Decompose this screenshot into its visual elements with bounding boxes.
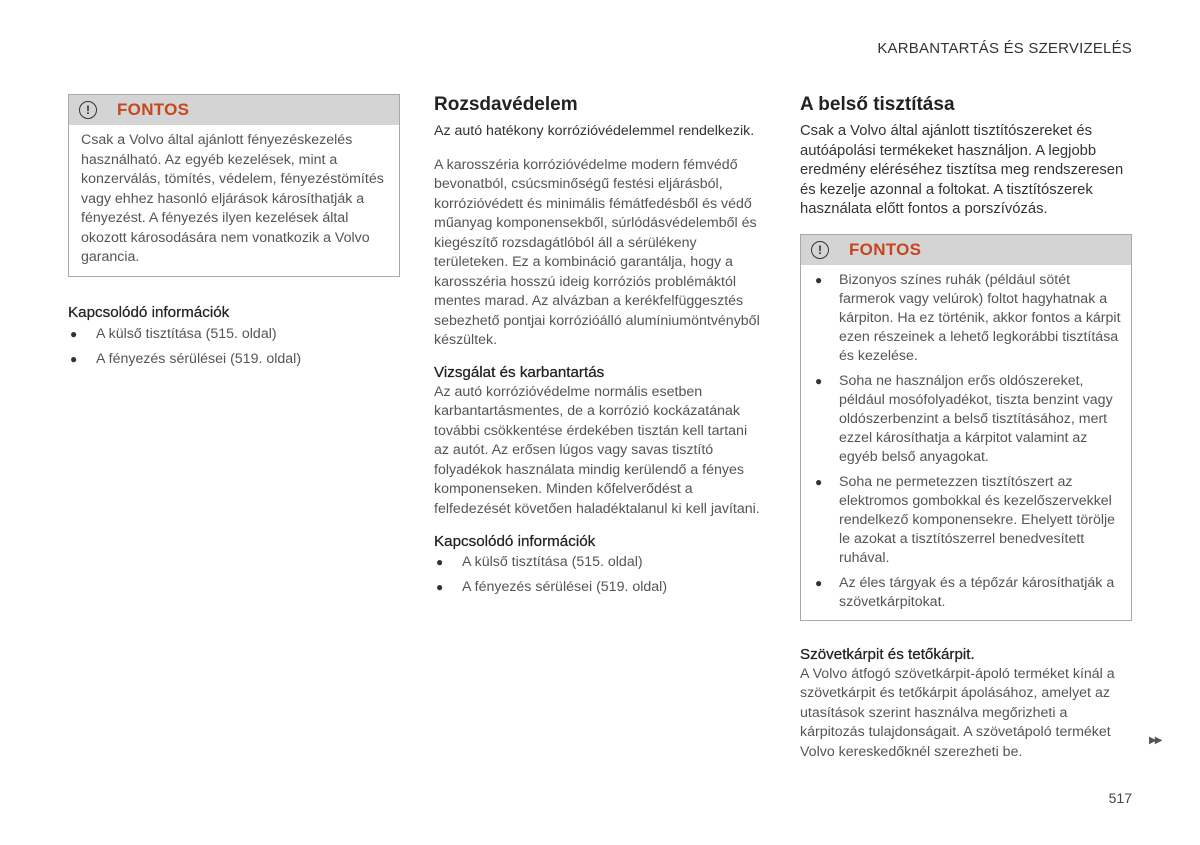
related-heading: Kapcsolódó információk xyxy=(434,533,596,550)
warning-title: FONTOS xyxy=(117,100,190,119)
warning-title: FONTOS xyxy=(849,239,922,259)
related-link-exterior-cleaning[interactable]: ● A külső tisztítása (515. oldal) xyxy=(70,325,277,342)
related-link-exterior-cleaning[interactable]: ● A külső tisztítása (515. oldal) xyxy=(436,554,643,570)
warning-item: ● Soha ne permetezzen tisztítószert az elektromos gombokkal és kezelőszervekkel rendelkező komponensekre. Ehelyett törölje le azokat a tisztítószerrel benedvesített ruhával. xyxy=(815,473,1116,566)
page-number: 517 xyxy=(1108,790,1132,806)
bullet-icon: ● xyxy=(436,580,444,594)
inspection-body: Az autó korrózióvédelme normális esetben karbantartásmentes, de a korrózió kockázatának további csökkentése érdekében tisztán kell tartani az autót. Az erősen lúgos vagy savas tisztító folyadékok használata mindig kerülendő a fényes komponenseken. Minden kőfelverődést a felfedezését követően haladéktalanul ki kell javítani. xyxy=(434,383,760,517)
rust-body: A karosszéria korrózióvédelme modern fémvédő bevonatból, csúcsminőségű festési eljárásból, korrózióvédett és minimális fémátfedésből és védő műanyag komponensekből, súrlódásvédelemből és kiegészítő rozsdagátlóból áll a sérülékeny területeken. Ez a kombináció garantálja, hogy a karosszéria hosszú ideig korróziós problémáktól mentes marad. Az alvázban a kerékfelfüggesztés sebezhető pontjai korrózióálló alumíniumöntvényből készültek. xyxy=(434,156,760,348)
warning-item: ● Soha ne használjon erős oldószereket, például mosófolyadékot, tiszta benzint vagy oldószerbenzint a belső tisztításához, mert ezzel károsíthatja a kárpitot valamint az egyéb belső anyagokat. xyxy=(815,372,1113,465)
related-list xyxy=(434,552,766,597)
section-title-interior-cleaning: A belső tisztítása xyxy=(800,94,955,115)
bullet-icon: ● xyxy=(70,351,78,366)
upholstery-heading: Szövetkárpit és tetőkárpit. xyxy=(800,645,975,663)
exclamation-icon: ! xyxy=(79,101,97,119)
section-title-rust-protection: Rozsdavédelem xyxy=(434,94,578,115)
warning-item: ● Bizonyos színes ruhák (például sötét farmerok vagy velúrok) foltot hagyhatnak a kárpiton. Ha ez történik, akkor fontos a kárpit ezen részeinek a lehető legkorábbi tisztítása és kezelése. xyxy=(815,271,1121,364)
warning-list xyxy=(811,271,1121,612)
bullet-icon: ● xyxy=(436,555,444,569)
interior-intro: Csak a Volvo által ajánlott tisztítószereket és autóápolási termékeket használjon. A legjobb eredmény eléréséhez tisztítsa meg rendszeresen és kezelje azonnal a foltokat. A tisztítószerek használata előtt fontos a porszívózás. xyxy=(800,123,1124,217)
warning-text: Csak a Volvo által ajánlott fényezéskezelés használható. Az egyéb kezelések, mint a konzerválás, tömítés, védelem, fényezéstömítés vagy ehhez hasonló eljárások károsíthatják a fényezést. A fényezés ilyen kezelések által okozott károsodására nem vonatkozik a Volvo garancia. xyxy=(81,132,384,265)
column-right xyxy=(800,94,1132,762)
inspection-heading: Vizsgálat és karbantartás xyxy=(434,363,605,381)
warning-content xyxy=(801,265,1131,620)
rust-intro: Az autó hatékony korrózióvédelemmel rendelkezik. xyxy=(434,123,755,139)
bullet-icon: ● xyxy=(815,575,823,590)
exclamation-icon: ! xyxy=(811,241,829,259)
bullet-icon: ● xyxy=(815,474,823,489)
related-heading: Kapcsolódó információk xyxy=(68,303,230,321)
related-link-paint-damage[interactable]: ● A fényezés sérülései (519. oldal) xyxy=(70,350,302,367)
warning-header xyxy=(69,95,399,125)
column-middle xyxy=(434,94,766,602)
upholstery-body: A Volvo átfogó szövetkárpit-ápoló terméket kínál a szövetkárpit és tetőkárpit ápolásához, amelyet az utasítások szerint használva megőrizheti a kárpitozás tulajdonságait. A szövetápoló terméket Volvo kereskedőknél szerezheti be. xyxy=(800,665,1115,760)
warning-header xyxy=(801,235,1131,265)
bullet-icon: ● xyxy=(815,373,823,388)
warning-box xyxy=(800,234,1132,621)
continue-arrow-icon: ▶▶ xyxy=(1149,735,1161,746)
column-left xyxy=(68,94,400,374)
section-header: KARBANTARTÁS ÉS SZERVIZELÉS xyxy=(877,40,1132,57)
related-link-paint-damage[interactable]: ● A fényezés sérülései (519. oldal) xyxy=(436,579,668,595)
bullet-icon: ● xyxy=(815,272,823,287)
bullet-icon: ● xyxy=(70,326,78,341)
warning-box xyxy=(68,94,400,277)
warning-item: ● Az éles tárgyak és a tépőzár károsíthatják a szövetkárpitokat. xyxy=(815,574,1115,610)
related-list xyxy=(68,324,400,369)
